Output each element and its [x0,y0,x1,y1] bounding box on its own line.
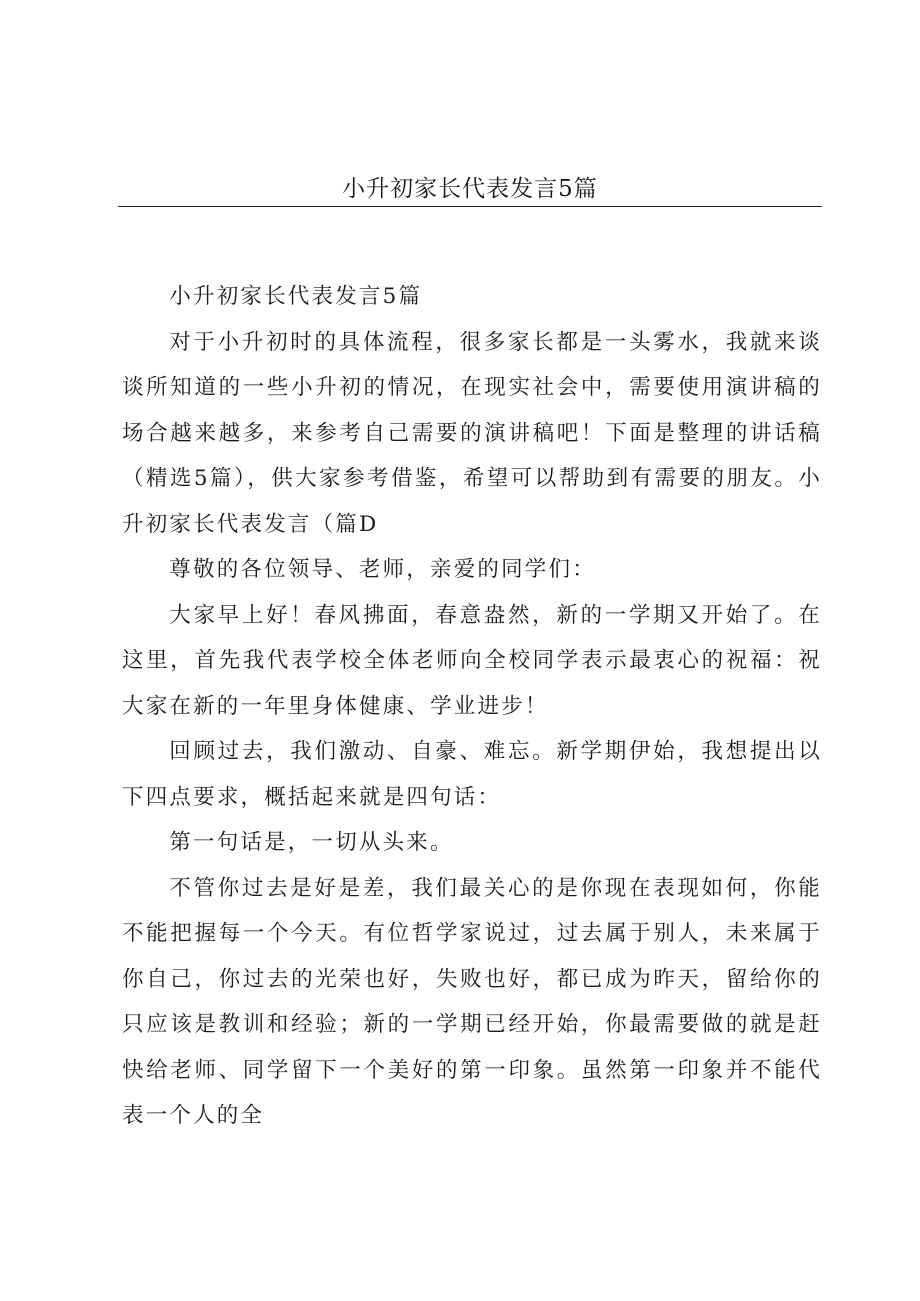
page-header-title: 小升初家长代表发言5篇 [342,176,598,202]
header-divider [118,206,822,207]
paragraph-first-point-body: 不管你过去是好是差，我们最关心的是你现在表现如何，你能不能把握每一个今天。有位哲学家说过，过去属于别人，未来属于你自己，你过去的光荣也好，失败也好，都已成为昨天，留给你的只应该是教训和经验；新的一学期已经开始，你最需要做的就是赶快给老师、同学留下一个美好的第一印象。虽然第一印象并不能代表一个人的全 [122,875,822,1128]
paragraph-first-point: 第一句话是，一切从头来。 [169,830,454,855]
paragraph-salutation: 尊敬的各位领导、老师，亲爱的同学们： [169,557,596,582]
document-body [122,274,822,1139]
paragraph-greeting: 大家早上好！春风拂面，春意盎然，新的一学期又开始了。在这里，首先我代表学校全体老师向全校同学表示最衷心的祝福：祝大家在新的一年里身体健康、学业进步！ [122,602,822,719]
paragraph-review: 回顾过去，我们激动、自豪、难忘。新学期伊始，我想提出以下四点要求，概括起来就是四句话： [122,739,822,810]
paragraph-intro: 对于小升初时的具体流程，很多家长都是一头雾水，我就来谈谈所知道的一些小升初的情况，在现实社会中，需要使用演讲稿的场合越来越多，来参考自己需要的演讲稿吧！下面是整理的讲话稿（精选5篇），供大家参考借鉴，希望可以帮助到有需要的朋友。小升初家长代表发言（篇D [122,329,822,537]
paragraph-title-repeat: 小升初家长代表发言5篇 [169,284,423,309]
